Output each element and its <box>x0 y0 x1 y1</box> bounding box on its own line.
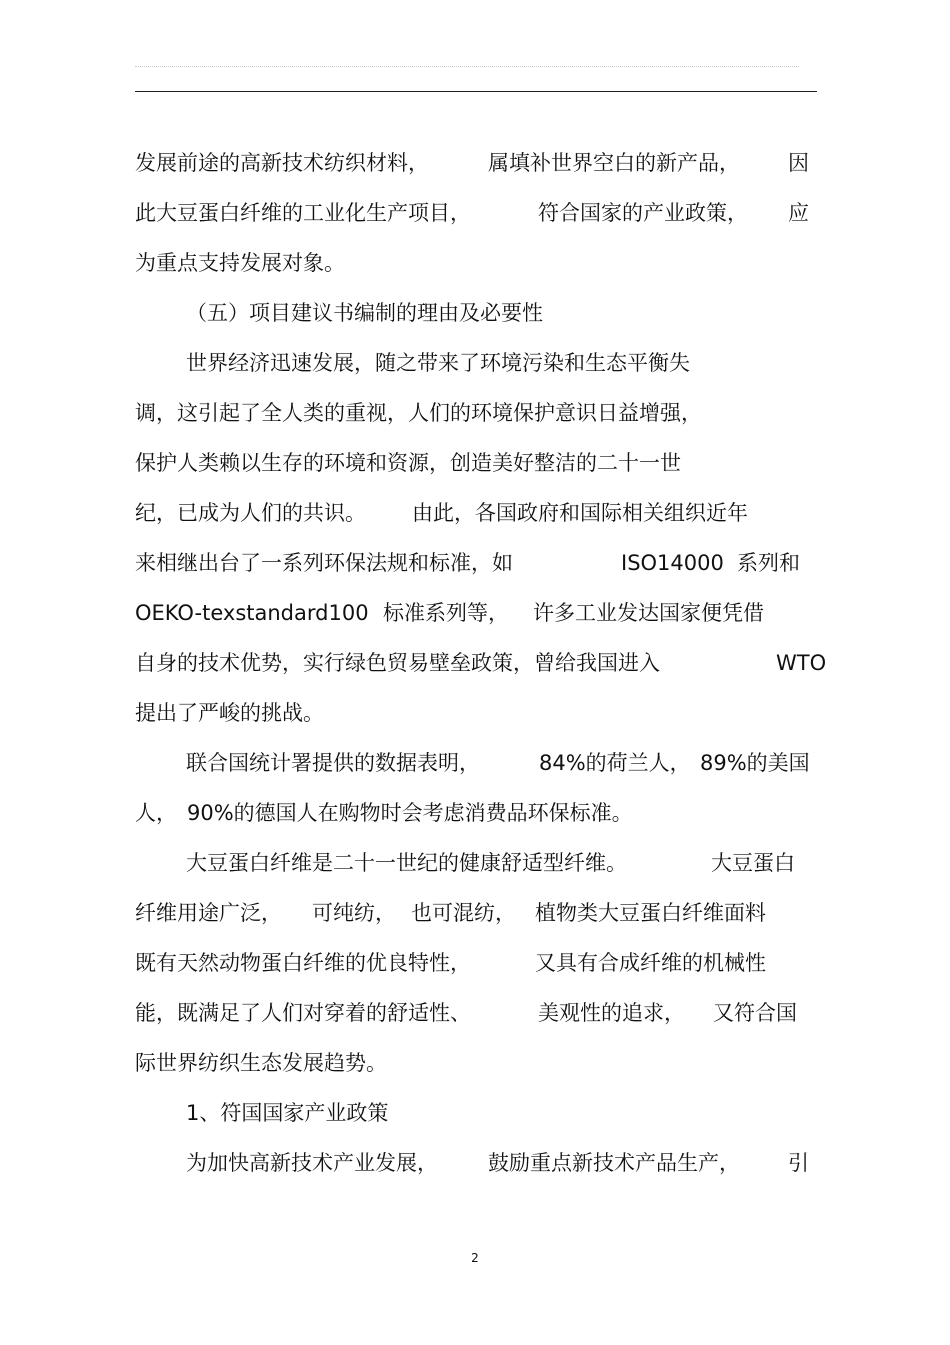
text-line-16-segment-4: 植物类大豆蛋白纤维面料 <box>535 901 766 925</box>
text-line-20-segment-1: 1、符国国家产业政策 <box>186 1101 389 1125</box>
text-line-11-segment-1: 自身的技术优势，实行绿色贸易壁垒政策，曾给我国进入 <box>135 651 660 675</box>
text-line-9-segment-1: 来相继出台了一系列环保法规和标准，如 <box>135 551 513 575</box>
header-dotted-line <box>135 66 799 67</box>
text-line-16-segment-3: 也可混纺， <box>411 901 516 925</box>
text-line-2-segment-3: 应 <box>788 201 809 225</box>
text-line-8-segment-1: 纪，已成为人们的共识。 <box>135 501 366 525</box>
text-line-15-segment-1: 大豆蛋白纤维是二十一世纪的健康舒适型纤维。 <box>186 851 627 875</box>
text-line-5-segment-1: 世界经济迅速发展，随之带来了环境污染和生态平衡失 <box>186 351 690 375</box>
text-line-13-segment-3: 89%的美国 <box>700 751 810 775</box>
text-line-1-segment-1: 发展前途的高新技术纺织材料， <box>135 151 429 175</box>
text-line-21-segment-3: 引 <box>788 1151 809 1175</box>
text-line-13-segment-2: 84%的荷兰人， <box>539 751 691 775</box>
text-line-12-segment-1: 提出了严峻的挑战。 <box>135 701 324 725</box>
text-line-10-segment-2: 标准系列等， <box>383 601 509 625</box>
text-line-16-segment-1: 纤维用途广泛， <box>135 901 282 925</box>
text-line-18-segment-3: 又符合国 <box>713 1001 797 1025</box>
text-line-17-segment-1: 既有天然动物蛋白纤维的优良特性， <box>135 951 471 975</box>
text-line-14-segment-1: 人， <box>135 801 177 825</box>
text-line-1-segment-2: 属填补世界空白的新产品， <box>488 151 740 175</box>
text-line-4-segment-1: （五）项目建议书编制的理由及必要性 <box>186 301 543 325</box>
text-line-21-segment-1: 为加快高新技术产业发展， <box>186 1151 438 1175</box>
text-line-10-segment-3: 许多工业发达国家便凭借 <box>533 601 764 625</box>
text-line-2-segment-2: 符合国家的产业政策， <box>538 201 748 225</box>
page-number: 2 <box>471 1251 479 1265</box>
text-line-10-segment-1: OEKO-texstandard100 <box>135 601 369 625</box>
text-line-18-segment-2: 美观性的追求， <box>538 1001 685 1025</box>
text-line-1-segment-3: 因 <box>788 151 809 175</box>
header-rule <box>135 91 817 92</box>
text-line-2-segment-1: 此大豆蛋白纤维的工业化生产项目， <box>135 201 471 225</box>
text-line-19-segment-1: 际世界纺织生态发展趋势。 <box>135 1051 387 1075</box>
text-line-6-segment-1: 调，这引起了全人类的重视，人们的环境保护意识日益增强， <box>135 401 702 425</box>
text-line-14-segment-2: 90%的德国人在购物时会考虑消费品环保标准。 <box>187 801 633 825</box>
text-line-11-segment-2: WTO <box>776 651 827 675</box>
text-line-7-segment-1: 保护人类赖以生存的环境和资源，创造美好整洁的二十一世 <box>135 451 681 475</box>
text-line-3-segment-1: 为重点支持发展对象。 <box>135 251 345 275</box>
text-line-8-segment-2: 由此，各国政府和国际相关组织近年 <box>412 501 748 525</box>
text-line-16-segment-2: 可纯纺， <box>312 901 396 925</box>
text-line-17-segment-2: 又具有合成纤维的机械性 <box>535 951 766 975</box>
text-line-15-segment-2: 大豆蛋白 <box>711 851 795 875</box>
text-line-9-segment-2: ISO14000 <box>621 551 724 575</box>
text-line-18-segment-1: 能，既满足了人们对穿着的舒适性、 <box>135 1001 471 1025</box>
text-line-9-segment-3: 系列和 <box>737 551 800 575</box>
text-line-21-segment-2: 鼓励重点新技术产品生产， <box>488 1151 740 1175</box>
text-line-13-segment-1: 联合国统计署提供的数据表明， <box>186 751 480 775</box>
